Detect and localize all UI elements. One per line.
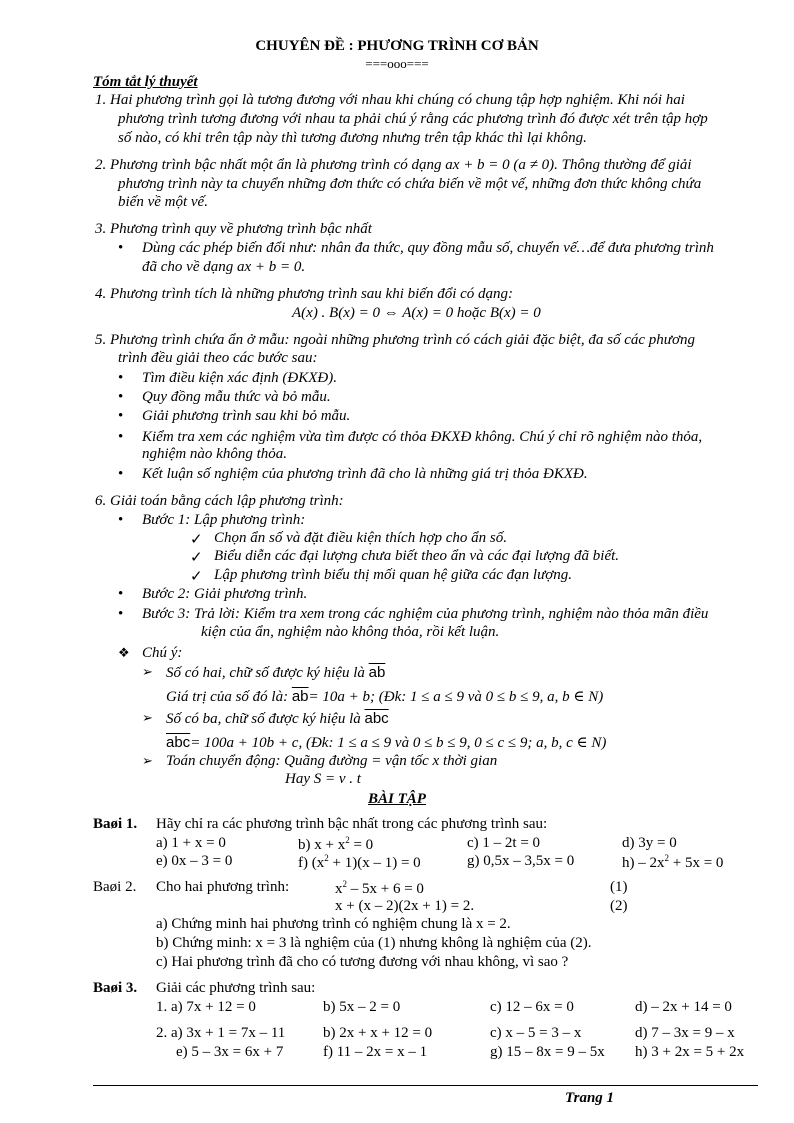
step-1: Bước 1: Lập phương trình: [142, 512, 306, 528]
checkmark-icon: ✓ [190, 569, 203, 585]
item-5-bullet-1: Tìm điều kiện xác định (ĐKXĐ). [142, 370, 337, 386]
item-5-bullet-4-line-1: Kiểm tra xem các nghiệm vừa tìm được có thỏa ĐKXĐ không. Chú ý chỉ rõ nghiệm nào thỏa, [142, 429, 703, 445]
ex3-1c: c) 12 – 6x = 0 [490, 999, 574, 1015]
step-1-check-2: Biểu diễn các đại lượng chưa biết theo ẩn và các đại lượng đã biết. [214, 548, 620, 564]
three-digit-symbol: $\overline{abc}$ [364, 710, 389, 727]
bullet-dot-icon: • [118, 408, 124, 424]
note-heading: Chú ý: [142, 645, 183, 661]
item-5-bullet-4-line-2: nghiệm nào không thỏa. [142, 446, 287, 462]
item-4-title: 4. Phương trình tích là những phương trình sau khi biến đổi có dạng: [95, 286, 514, 302]
footer-rule [93, 1085, 758, 1086]
ex1-h: $h) - 2x^2 + 5x = 0$ [622, 853, 724, 871]
item-2-line-3: biến về một vế. [118, 194, 208, 210]
item-3-bullet-line-1: Dùng các phép biến đổi như: nhân đa thức, quy đồng mẫu số, chuyển vế…để đưa phương trình [142, 240, 714, 256]
ex2-eq2: x + (x – 2)(2x + 1) = 2. [335, 898, 475, 914]
item-5-bullet-3: Giải phương trình sau khi bỏ mẫu. [142, 408, 351, 424]
ex2-b: b) Chứng minh: x = 3 là nghiệm của (1) nhưng không là nghiệm của (2). [156, 935, 592, 951]
ex3-2c: c) x – 5 = 3 – x [490, 1025, 582, 1041]
item-1-line-3: số nào, có khi trên tập này thì tương đương nhưng trên tập khác thì lại không. [118, 130, 587, 146]
checkmark-icon: ✓ [190, 532, 203, 548]
exercise-2-label: Baøi 2. [93, 879, 137, 895]
arrow-right-icon: ➢ [142, 753, 153, 768]
step-1-check-1: Chọn ẩn số và đặt điều kiện thích hợp cho ẩn số. [214, 530, 507, 546]
note-two-digit-value: Giá trị của số đó là: $\overline{ab}= 10a + b$; (Đk: 1 ≤ a ≤ 9 và 0 ≤ b ≤ 9, a, b ∈ N) [166, 688, 604, 705]
ex3-2f: f) 11 – 2x = x – 1 [323, 1044, 428, 1060]
ex3-2a: 2. a) 3x + 1 = 7x – 11 [156, 1025, 286, 1041]
page-title: CHUYÊN ĐỀ : PHƯƠNG TRÌNH CƠ BẢN [255, 38, 539, 54]
step-3-line-2: kiện của ẩn, nghiệm nào không thỏa, rồi kết luận. [201, 624, 500, 640]
ex3-2b: b) 2x + x + 12 = 0 [323, 1025, 433, 1041]
note-motion: Toán chuyển động: Quãng đường = vận tốc x thời gian [166, 753, 498, 769]
step-1-check-3: Lập phương trình biểu thị mối quan hệ giữa các đạn lượng. [214, 567, 573, 583]
item-5-title-line-2: trình đều giải theo các bước sau: [118, 350, 318, 366]
diamond-icon: ❖ [118, 645, 130, 660]
exercise-3-text: Giải các phương trình sau: [156, 980, 316, 996]
item-5-bullet-2: Quy đồng mẫu thức và bỏ mẫu. [142, 389, 331, 405]
ex3-1a: 1. a) 7x + 12 = 0 [156, 999, 256, 1015]
bullet-dot-icon: • [118, 370, 124, 386]
exercise-2-text: Cho hai phương trình: [156, 879, 290, 895]
bullet-dot-icon: • [118, 606, 124, 622]
ex1-c: c) 1 – 2t = 0 [467, 835, 541, 851]
ex3-1d: d) – 2x + 14 = 0 [635, 999, 732, 1015]
arrow-right-icon: ➢ [142, 664, 153, 679]
note-three-digit: Số có ba, chữ số được ký hiệu là $\overline{abc}$ [166, 710, 389, 727]
ex3-2d: d) 7 – 3x = 9 – x [635, 1025, 735, 1041]
exercise-1-text: Hãy chỉ ra các phương trình bậc nhất trong các phương trình sau: [156, 816, 548, 832]
ex1-g: g) 0,5x – 3,5x = 0 [467, 853, 575, 869]
exercise-3-label: Baøi 3. [93, 980, 138, 996]
item-1-line-1: 1. Hai phương trình gọi là tương đương với nhau khi chúng có chung tập hợp nghiệm. Khi nói hai [95, 92, 685, 108]
summary-heading: Tóm tắt lý thuyết [93, 74, 198, 90]
bullet-dot-icon: • [118, 240, 124, 256]
note-two-digit: Số có hai, chữ số được ký hiệu là $\overline{ab}$ [166, 664, 386, 681]
item-2-line-1: 2. Phương trình bậc nhất một ẩn là phương trình có dạng ax + b = 0 (a ≠ 0). Thông thường để giải [95, 157, 692, 173]
bullet-dot-icon: • [118, 466, 124, 482]
ex2-eq1: $x^2 - 5x + 6 = 0$ [335, 879, 424, 897]
ex2-eq2-number: (2) [610, 898, 628, 914]
item-1-line-2: phương trình tương đương với nhau ta phải chú ý rằng các phương trình đó được xét trên tập hợp [118, 111, 708, 127]
ex3-1b: b) 5x – 2 = 0 [323, 999, 401, 1015]
ex3-2h: h) 3 + 2x = 5 + 2x [635, 1044, 745, 1060]
ex3-2e: e) 5 – 3x = 6x + 7 [176, 1044, 284, 1060]
bullet-dot-icon: • [118, 586, 124, 602]
item-3-bullet-line-2: đã cho về dạng ax + b = 0. [142, 259, 306, 275]
ex3-2g: g) 15 – 8x = 9 – 5x [490, 1044, 605, 1060]
ex1-a: a) 1 + x = 0 [156, 835, 226, 851]
bullet-dot-icon: • [118, 512, 124, 528]
item-6-title: 6. Giải toán bằng cách lập phương trình: [95, 493, 344, 509]
step-3-line-1: Bước 3: Trả lời: Kiểm tra xem trong các nghiệm của phương trình, nghiệm nào thỏa mãn điều [142, 606, 709, 622]
exercise-1-label: Baøi 1. [93, 816, 138, 832]
item-5-title-line-1: 5. Phương trình chứa ẩn ở mẫu: ngoài những phương trình có cách giải đặc biệt, đa số các phương [95, 332, 695, 348]
item-2-line-2: phương trình này ta chuyển những đơn thức có chứa biến về một vế, những đơn thức không chứa [118, 176, 702, 192]
page-number: Trang 1 [565, 1090, 615, 1106]
arrow-right-icon: ➢ [142, 710, 153, 725]
exercises-heading: BÀI TẬP [368, 791, 426, 807]
ex1-f: f) $(x^2 + 1)(x - 1) = 0$ [298, 853, 421, 871]
two-digit-symbol: $\overline{ab}$ [368, 664, 386, 681]
ex1-b: b) $x + x^2 = 0$ [298, 835, 374, 853]
checkmark-icon: ✓ [190, 550, 203, 566]
ex1-d: d) 3y = 0 [622, 835, 677, 851]
bullet-dot-icon: • [118, 389, 124, 405]
bullet-dot-icon: • [118, 429, 124, 445]
step-2: Bước 2: Giải phương trình. [142, 586, 308, 602]
ex2-eq1-number: (1) [610, 879, 628, 895]
ex1-e: e) 0x – 3 = 0 [156, 853, 233, 869]
ex2-c: c) Hai phương trình đã cho có tương đương với nhau không, vì sao ? [156, 954, 569, 970]
item-5-bullet-5: Kết luận số nghiệm của phương trình đã cho là những giá trị thỏa ĐKXĐ. [142, 466, 588, 482]
note-motion-formula: Hay S = v . t [285, 771, 361, 787]
title-divider: ===ooo=== [365, 56, 429, 71]
item-4-formula: A(x) . B(x) = 0 ⇔ A(x) = 0 hoặc B(x) = 0 [292, 305, 541, 321]
note-three-digit-value: $\overline{abc}= 100a + 10b + c$, (Đk: 1 ≤ a ≤ 9 và 0 ≤ b ≤ 9, 0 ≤ c ≤ 9; a, b, c ∈ N) [166, 734, 607, 751]
item-3-title: 3. Phương trình quy về phương trình bậc nhất [95, 221, 372, 237]
ex2-a: a) Chứng minh hai phương trình có nghiệm chung là x = 2. [156, 916, 511, 932]
